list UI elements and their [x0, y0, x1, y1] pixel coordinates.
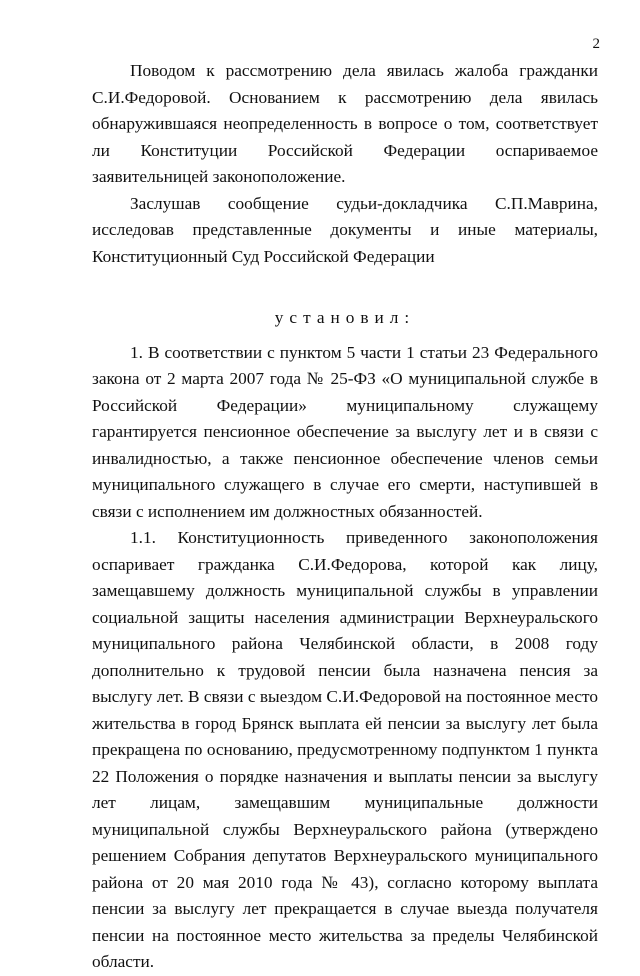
- paragraph-reason: Поводом к рассмотрению дела явилась жалоба гражданки С.И.Федоровой. Основанием к рассмотрению дела явилась обнаружившаяся неопределенность в вопросе о том, соответствует ли Конституции Российской Федерации оспариваемое заявительницей законоположение.: [92, 61, 598, 186]
- page-number: 2: [592, 36, 600, 52]
- spacer: [92, 270, 598, 305]
- paragraph-hearing: Заслушав сообщение судьи-докладчика С.П.Маврина, исследовав представленные документы и иные материалы, Конституционный Суд Российской Федерации: [92, 193, 598, 266]
- paragraph-1: 1. В соответствии с пунктом 5 части 1 статьи 23 Федерального закона от 2 марта 2007 года № 25-ФЗ «О муниципальной службе в Российской Федерации» муниципальному служащему гарантируется пенсионное обеспечение за выслугу лет и в связи с инвалидностью, а также пенсионное обеспечение членов семьи муниципального служащего в случае его смерти, наступившей в связи с исполнением им должностных обязанностей.: [92, 342, 598, 521]
- section-heading: установил:: [274, 308, 416, 327]
- document-body: [92, 58, 598, 976]
- paragraph-1-1: 1.1. Конституционность приведенного законоположения оспаривает гражданка С.И.Федорова, которой как лицу, замещавшему должность муниципальной службы в управлении социальной защиты населения администрации Верхнеуральского муниципального района Челябинской области, в 2008 году дополнительно к трудовой пенсии была назначена пенсия за выслугу лет. В связи с выездом С.И.Федоровой на постоянное место жительства в город Брянск выплата ей пенсии за выслугу лет была прекращена по основанию, предусмотренному подпунктом 1 пункта 22 Положения о порядке назначения и выплаты пенсии за выслугу лет лицам, замещавшим муниципальные должности муниципальной службы Верхнеуральского района (утверждено решением Собрания депутатов Верхнеуральского муниципального района от 20 мая 2010 года № 43), согласно которому выплата пенсии за выслугу лет прекращается в случае выезда получателя пенсии на постоянное место жительства за пределы Челябинской области.: [92, 528, 598, 971]
